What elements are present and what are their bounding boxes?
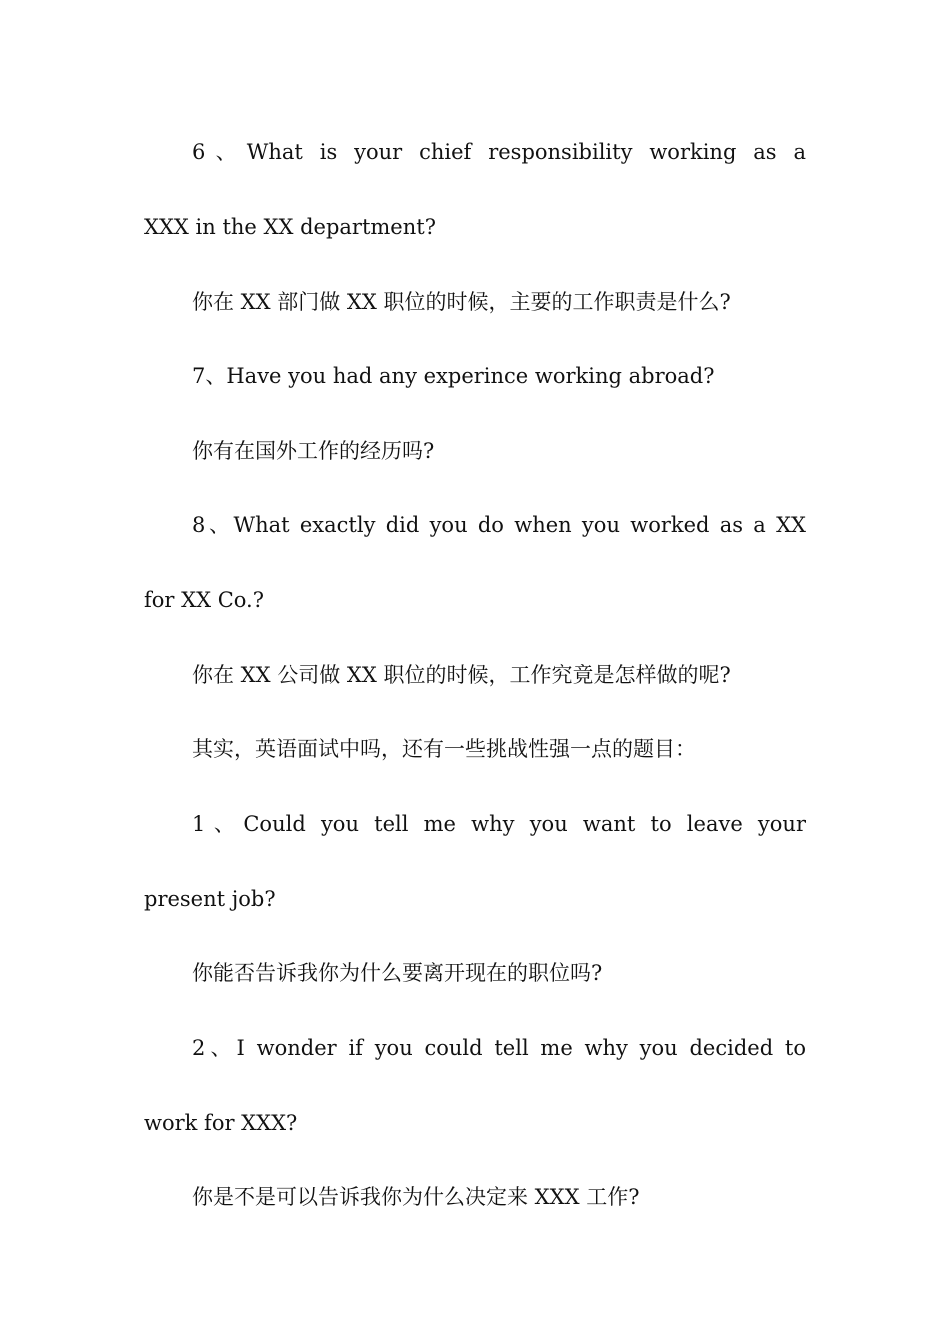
question-8-line-1: 8、What exactly did you do when you worked as a XX [192,513,806,537]
challenge-1-translation: 你能否告诉我你为什么要离开现在的职位吗? [192,961,603,985]
question-7-translation: 你有在国外工作的经历吗? [192,439,435,463]
challenge-2-translation: 你是不是可以告诉我你为什么决定来 XXX 工作? [192,1185,640,1209]
challenge-1-line-2: present job? [144,887,276,911]
question-8-translation: 你在 XX 公司做 XX 职位的时候，工作究竟是怎样做的呢? [192,663,731,687]
challenge-2-line-2: work for XXX? [144,1111,298,1135]
question-8-line-2: for XX Co.? [144,588,264,612]
question-7: 7、Have you had any experince working abroad? [192,364,715,388]
question-6-line-1: 6、What is your chief responsibility working as a [192,140,806,164]
question-6-translation: 你在 XX 部门做 XX 职位的时候，主要的工作职责是什么? [192,290,731,314]
challenge-2-line-1: 2、I wonder if you could tell me why you decided to [192,1036,806,1060]
challenge-1-line-1: 1、Could you tell me why you want to leave your [192,812,806,836]
question-6-line-2: XXX in the XX department? [144,215,436,239]
section-intro: 其实，英语面试中吗，还有一些挑战性强一点的题目： [192,737,696,761]
